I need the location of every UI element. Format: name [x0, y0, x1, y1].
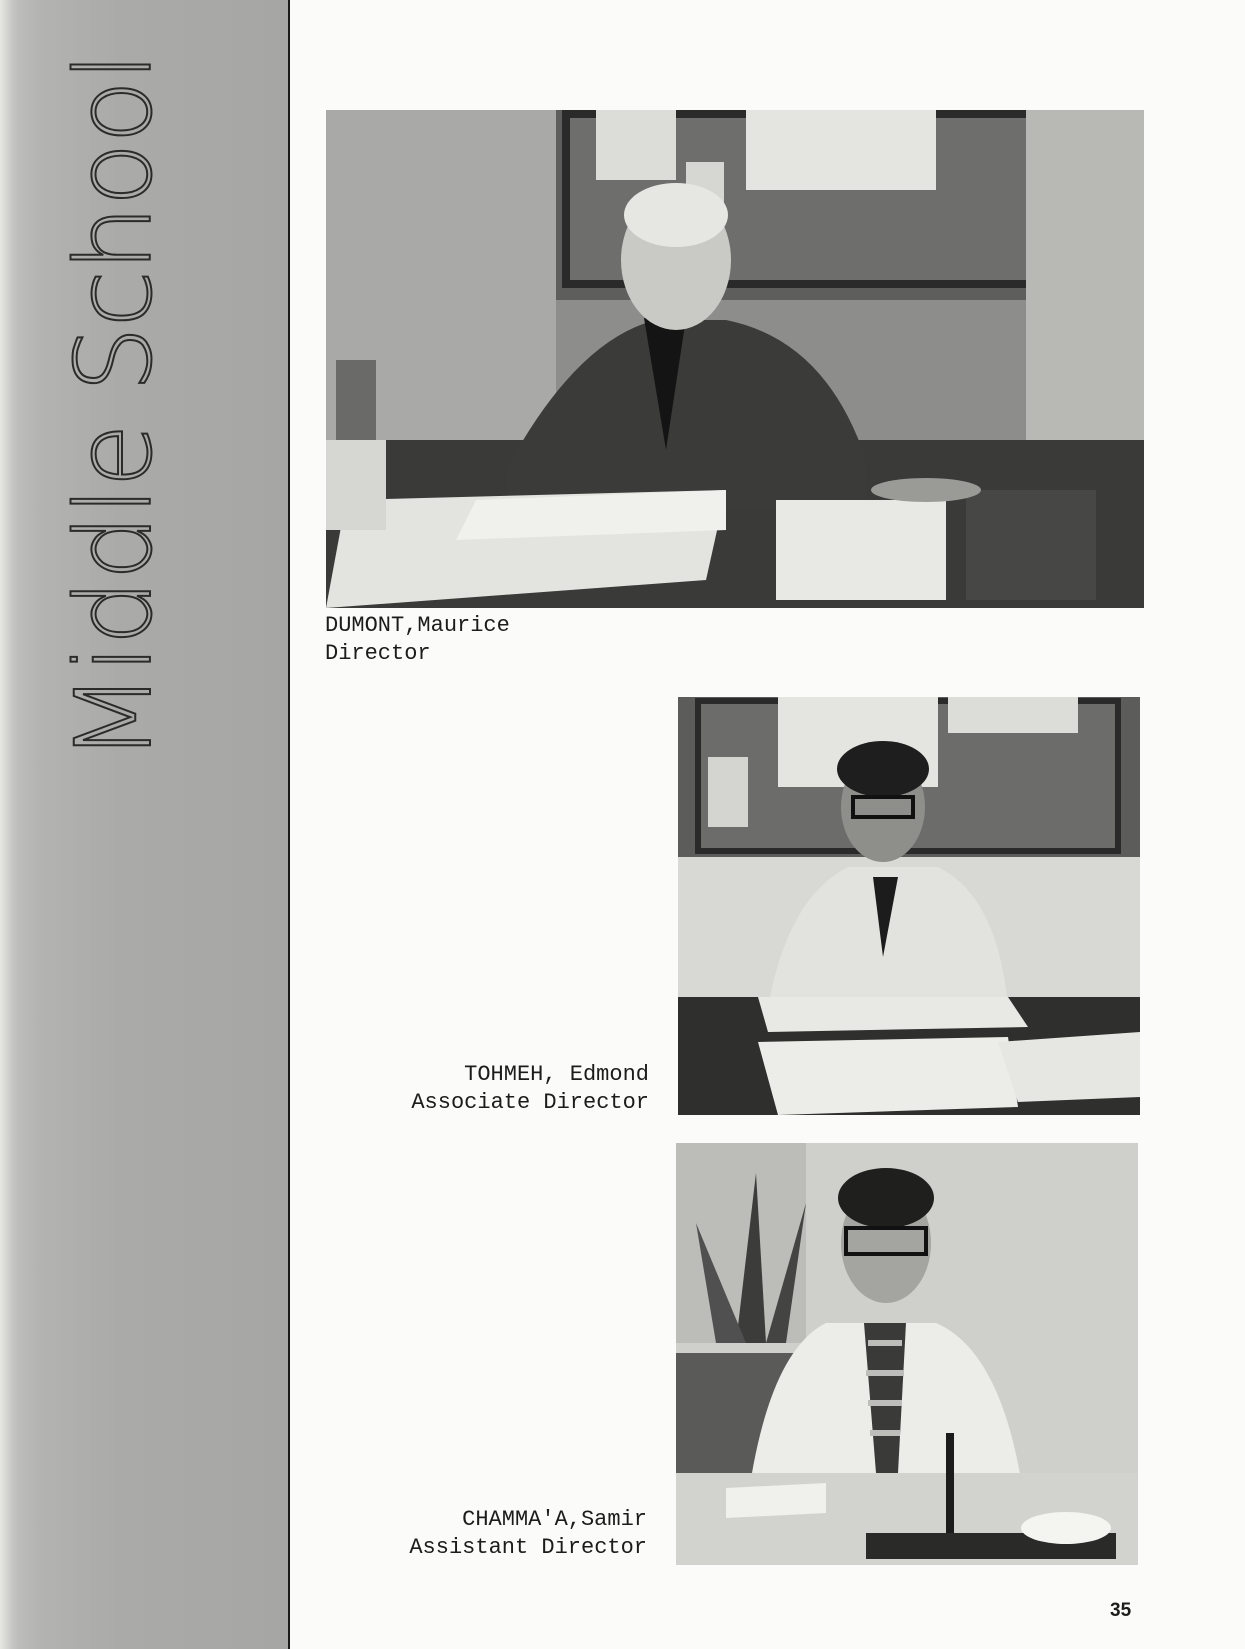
associate-director-role: Associate Director — [411, 1090, 649, 1115]
associate-director-caption — [411, 1061, 649, 1117]
assistant-director-photo-image — [676, 1143, 1138, 1565]
director-role: Director — [325, 641, 431, 666]
director-photo-image — [326, 110, 1144, 608]
section-title: Middle School — [53, 53, 175, 762]
assistant-director-photo — [676, 1143, 1138, 1565]
page-number: 35 — [1110, 1600, 1132, 1621]
sidebar-edge — [0, 0, 14, 1649]
associate-director-photo — [678, 697, 1140, 1115]
associate-director-name: TOHMEH, Edmond — [464, 1062, 649, 1087]
assistant-director-caption — [409, 1506, 647, 1562]
director-name: DUMONT,Maurice — [325, 613, 510, 638]
director-caption — [325, 612, 510, 668]
director-photo — [326, 110, 1144, 608]
assistant-director-role: Assistant Director — [409, 1535, 647, 1560]
assistant-director-name: CHAMMA'A,Samir — [462, 1507, 647, 1532]
associate-director-photo-image — [678, 697, 1140, 1115]
section-sidebar — [0, 0, 290, 1649]
